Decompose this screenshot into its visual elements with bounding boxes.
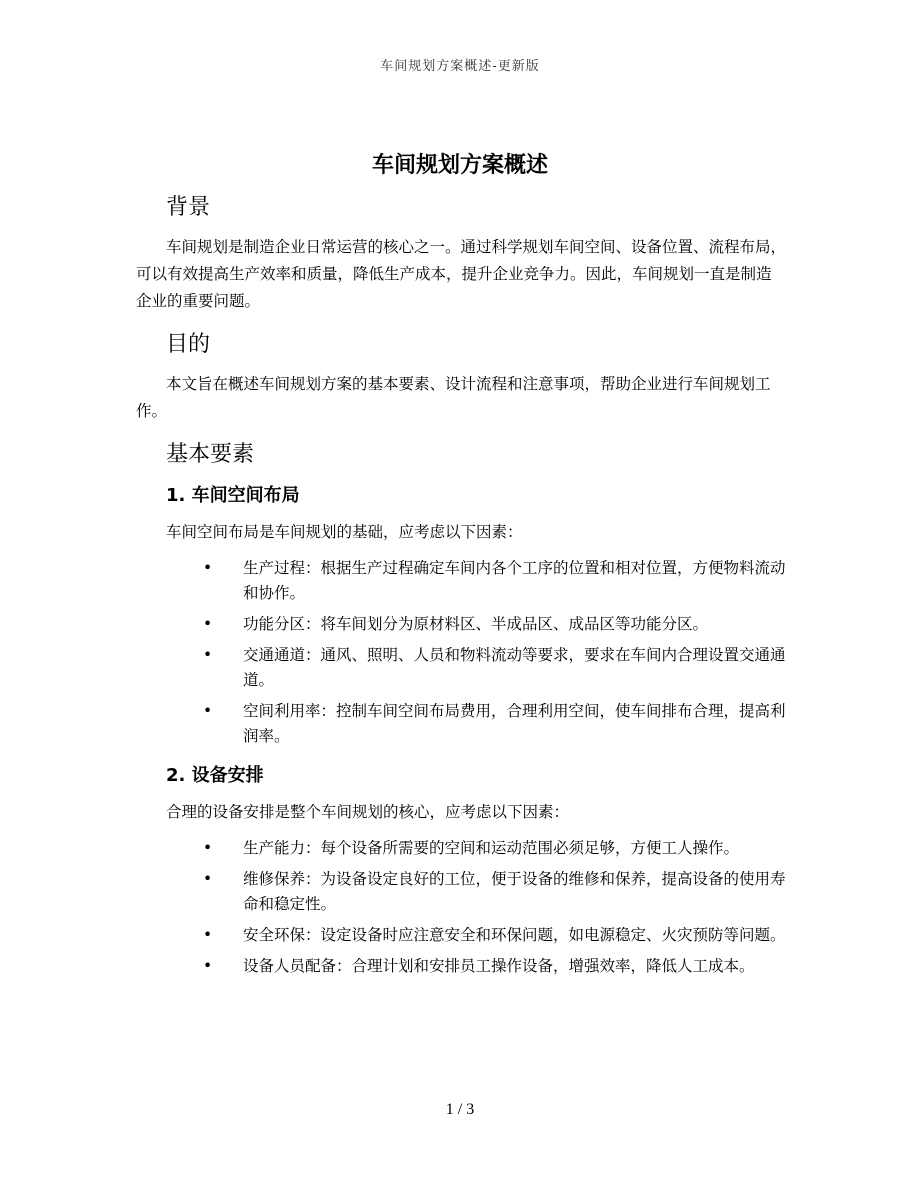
list-item [173,923,786,948]
space-layout-list [136,556,786,749]
bullet-dot-icon: • [203,957,213,975]
section-heading-basic-elements: 基本要素 [166,442,255,467]
list-item-text: 交通通道：通风、照明、人员和物料流动等要求，要求在车间内合理设置交通通道。 [243,646,786,689]
list-item-text: 生产能力：每个设备所需要的空间和运动范围必须足够，方便工人操作。 [243,839,740,857]
equipment-lead: 合理的设备安排是整个车间规划的核心，应考虑以下因素： [166,803,570,821]
bullet-dot-icon: • [203,702,213,720]
background-paragraph: 车间规划是制造企业日常运营的核心之一。通过科学规划车间空间、设备位置、流程布局，可以有效提高生产效率和质量，降低生产成本，提升企业竞争力。因此，车间规划一直是制造企业的重要问题。 [136,238,787,310]
equipment-list [136,836,786,979]
list-item [173,699,786,749]
bullet-dot-icon: • [203,870,213,888]
bullet-dot-icon: • [203,559,213,577]
list-item-text: 空间利用率：控制车间空间布局费用，合理利用空间，使车间排布合理，提高利润率。 [243,702,786,745]
running-header: 车间规划方案概述-更新版 [380,59,540,74]
list-item [173,556,786,606]
list-item [173,612,786,637]
subsection-heading-equipment: 2. 设备安排 [166,765,264,786]
list-item-text: 生产过程：根据生产过程确定车间内各个工序的位置和相对位置，方便物料流动和协作。 [243,559,786,602]
list-item-text: 设备人员配备：合理计划和安排员工操作设备，增强效率，降低人工成本。 [243,957,755,975]
list-item-text: 安全环保：设定设备时应注意安全和环保问题，如电源稳定、火灾预防等问题。 [243,926,786,944]
space-layout-lead: 车间空间布局是车间规划的基础，应考虑以下因素： [166,523,523,541]
purpose-paragraph: 本文旨在概述车间规划方案的基本要素、设计流程和注意事项，帮助企业进行车间规划工作。 [136,375,771,420]
list-item [173,954,786,979]
bullet-dot-icon: • [203,615,213,633]
bullet-dot-icon: • [203,926,213,944]
list-item [173,643,786,693]
document-body [136,190,786,991]
list-item-text: 功能分区：将车间划分为原材料区、半成品区、成品区等功能分区。 [243,615,709,633]
section-heading-purpose: 目的 [166,332,211,357]
subsection-heading-space-layout: 1. 车间空间布局 [166,485,300,506]
document-title: 车间规划方案概述 [371,153,548,178]
list-item [173,867,786,917]
list-item [173,836,786,861]
list-item-text: 维修保养：为设备设定良好的工位，便于设备的维修和保养，提高设备的使用寿命和稳定性。 [243,870,786,913]
bullet-dot-icon: • [203,646,213,664]
section-heading-background: 背景 [166,195,211,220]
page-number: 1 / 3 [445,1101,475,1118]
bullet-dot-icon: • [203,839,213,857]
